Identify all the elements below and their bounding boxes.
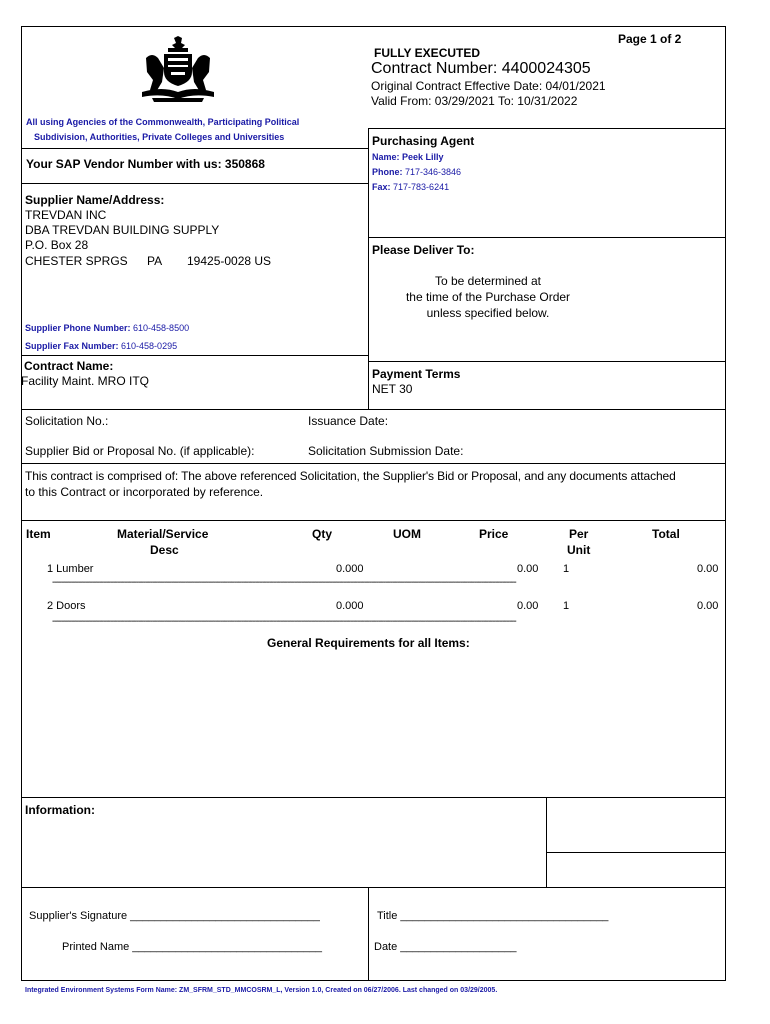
payment-terms-label: Payment Terms <box>372 367 461 381</box>
row-2-price: 0.00 <box>517 600 539 612</box>
agent-phone <box>372 167 461 177</box>
deliver-to-title: Please Deliver To: <box>372 243 475 257</box>
col-header-desc: Material/Service <box>117 527 209 541</box>
row-2-qty: 0.000 <box>336 600 364 612</box>
supplier-name: TREVDAN INC <box>25 208 107 222</box>
supplier-fax-value: 610-458-0295 <box>121 341 178 351</box>
agent-fax-value: 717-783-6241 <box>393 182 450 192</box>
supplier-po-box: P.O. Box 28 <box>25 238 89 252</box>
supplier-phone-value: 610-458-8500 <box>133 323 190 333</box>
payment-terms-value: NET 30 <box>372 382 413 396</box>
col-header-item: Item <box>26 527 51 541</box>
agencies-line-2: Subdivision, Authorities, Private Colleges and Universities <box>34 132 285 142</box>
agent-name: Name: Peek Lilly <box>372 152 444 162</box>
printed-name-line: Printed Name _______________________________ <box>62 941 322 953</box>
divider <box>368 237 726 238</box>
col-header-price: Price <box>479 527 509 541</box>
supplier-phone-label: Supplier Phone Number: <box>25 323 131 333</box>
submission-date: Solicitation Submission Date: <box>308 444 464 458</box>
divider <box>21 520 726 521</box>
deliver-line-3: unless specified below. <box>426 306 550 320</box>
col-header-qty: Qty <box>312 527 333 541</box>
original-effective-date: Original Contract Effective Date: 04/01/2021 <box>371 79 606 93</box>
purchasing-agent-title: Purchasing Agent <box>372 134 475 148</box>
issuance-date: Issuance Date: <box>308 414 389 428</box>
divider <box>21 463 726 464</box>
general-requirements: General Requirements for all Items: <box>267 636 470 650</box>
deliver-line-1: To be determined at <box>434 274 542 288</box>
contract-number: Contract Number: 4400024305 <box>371 60 591 77</box>
supplier-fax <box>25 341 177 351</box>
divider <box>368 128 726 129</box>
divider <box>21 887 726 888</box>
divider <box>368 887 369 981</box>
supplier-bid-no: Supplier Bid or Proposal No. (if applicable): <box>25 444 255 458</box>
supplier-fax-label: Supplier Fax Number: <box>25 341 119 351</box>
row-1-qty: 0.000 <box>336 563 364 575</box>
col-header-uom: UOM <box>393 527 421 541</box>
comprised-line-1: This contract is comprised of: The above referenced Solicitation, the Supplier's Bid or Proposal, and any documents attached <box>25 469 676 483</box>
agent-fax-label: Fax: <box>372 182 391 192</box>
col-header-per: Per <box>569 527 589 541</box>
row-1-price: 0.00 <box>517 563 539 575</box>
supplier-signature-line: Supplier's Signature _______________________________ <box>29 910 320 922</box>
divider <box>21 148 368 149</box>
status-label: FULLY EXECUTED <box>374 46 481 60</box>
valid-dates: Valid From: 03/29/2021 To: 10/31/2022 <box>371 94 578 108</box>
agent-phone-value: 717-346-3846 <box>405 167 462 177</box>
agent-fax <box>372 182 449 192</box>
title-line: Title __________________________________ <box>377 910 609 922</box>
date-line: Date ___________________ <box>374 941 517 953</box>
information-label: Information: <box>25 803 95 817</box>
divider <box>21 355 368 356</box>
solicitation-no: Solicitation No.: <box>25 414 109 428</box>
row-1-per: 1 <box>563 563 570 575</box>
divider <box>368 128 369 409</box>
divider <box>21 183 368 184</box>
supplier-zip: 19425-0028 US <box>187 254 272 268</box>
contract-name-label: Contract Name: <box>24 359 114 373</box>
supplier-title: Supplier Name/Address: <box>25 193 165 207</box>
row-2-per: 1 <box>563 600 570 612</box>
row-2-total: 0.00 <box>697 600 719 612</box>
agencies-line-1: All using Agencies of the Commonwealth, Participating Political <box>26 117 300 127</box>
divider <box>21 797 726 798</box>
vendor-number: Your SAP Vendor Number with us: 350868 <box>26 157 265 171</box>
page-indicator: Page 1 of 2 <box>618 32 682 46</box>
agent-phone-label: Phone: <box>372 167 403 177</box>
col-header-per-unit: Unit <box>567 543 591 557</box>
deliver-line-2: the time of the Purchase Order <box>405 290 571 304</box>
row-1-total: 0.00 <box>697 563 719 575</box>
form-footer: Integrated Environment Systems Form Name: ZM_SFRM_STD_MMCOSRM_L, Version 1.0, Created on 06/27/2006. Last changed on 03/29/2005. <box>25 987 498 994</box>
state-seal-icon <box>138 36 218 104</box>
col-header-desc-2: Desc <box>150 543 179 557</box>
row-2-item: 2 Doors <box>47 600 86 612</box>
supplier-state: PA <box>147 254 163 268</box>
divider <box>546 797 547 887</box>
divider <box>368 361 726 362</box>
supplier-phone <box>25 323 189 333</box>
row-1-item: 1 Lumber <box>47 563 94 575</box>
row-separator: ------------------------------------------------------------------------------------------------------------------------------------------------------------------------------------------------------- <box>52 616 516 627</box>
supplier-dba: DBA TREVDAN BUILDING SUPPLY <box>25 223 220 237</box>
contract-name-value: Facility Maint. MRO ITQ <box>21 374 150 388</box>
divider <box>546 852 726 853</box>
col-header-total: Total <box>652 527 680 541</box>
divider <box>21 409 726 410</box>
row-separator: ------------------------------------------------------------------------------------------------------------------------------------------------------------------------------------------------------- <box>52 577 516 588</box>
comprised-line-2: to this Contract or incorporated by reference. <box>25 485 264 499</box>
supplier-city: CHESTER SPRGS <box>25 254 128 268</box>
